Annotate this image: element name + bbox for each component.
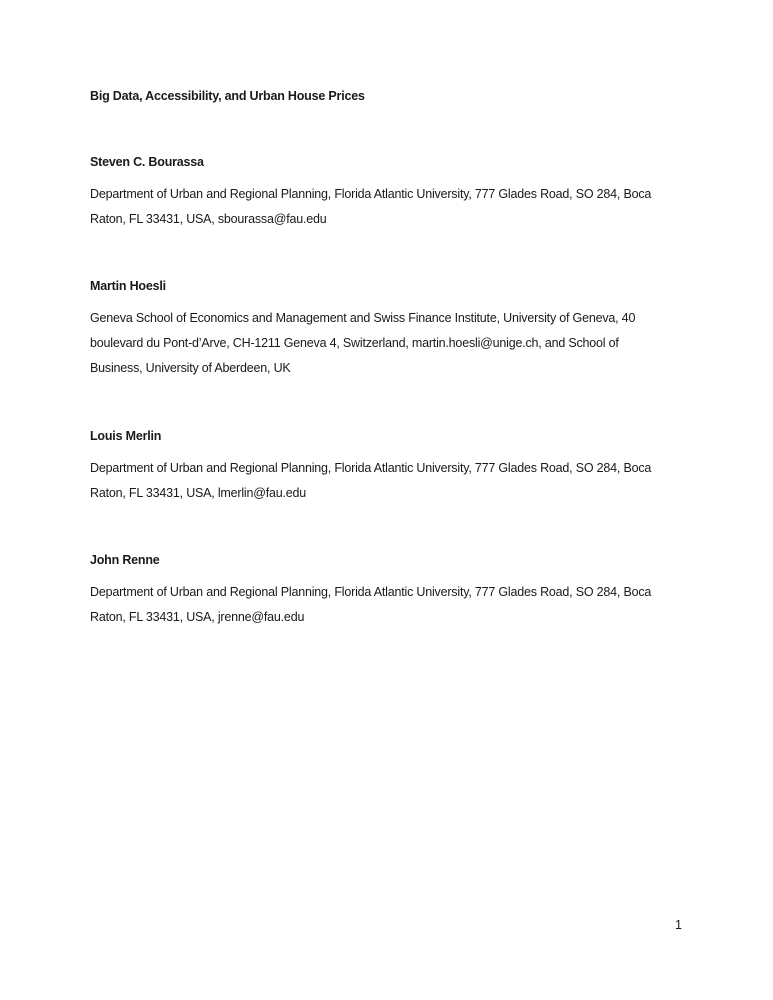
affiliation-line: Geneva School of Economics and Management and Swiss Finance Institute, University of Geneva, 40 [90, 311, 636, 325]
author-name: John Renne [90, 553, 160, 567]
paper-title: Big Data, Accessibility, and Urban House Prices [90, 89, 365, 103]
paper-content [90, 0, 753, 630]
affiliation-line: Department of Urban and Regional Planning, Florida Atlantic University, 777 Glades Road, SO 284, Boca [90, 585, 652, 599]
affiliation-line: Raton, FL 33431, USA, lmerlin@fau.edu [90, 486, 307, 500]
affiliation-line: Raton, FL 33431, USA, jrenne@fau.edu [90, 610, 305, 624]
affiliation-line: Department of Urban and Regional Planning, Florida Atlantic University, 777 Glades Road, SO 284, Boca [90, 187, 652, 201]
page-number: 1 [675, 918, 682, 932]
affiliation-line: boulevard du Pont-d’Arve, CH-1211 Geneva 4, Switzerland, martin.hoesli@unige.ch, and School of [90, 336, 619, 350]
affiliation-line: Department of Urban and Regional Planning, Florida Atlantic University, 777 Glades Road, SO 284, Boca [90, 461, 652, 475]
author-block [90, 150, 753, 232]
author-name: Steven C. Bourassa [90, 155, 204, 169]
author-block [90, 274, 753, 381]
author-block [90, 424, 753, 506]
author-block [90, 548, 753, 630]
author-name: Louis Merlin [90, 429, 162, 443]
author-name: Martin Hoesli [90, 279, 166, 293]
affiliation-line: Raton, FL 33431, USA, sbourassa@fau.edu [90, 212, 327, 226]
affiliation-line: Business, University of Aberdeen, UK [90, 361, 291, 375]
